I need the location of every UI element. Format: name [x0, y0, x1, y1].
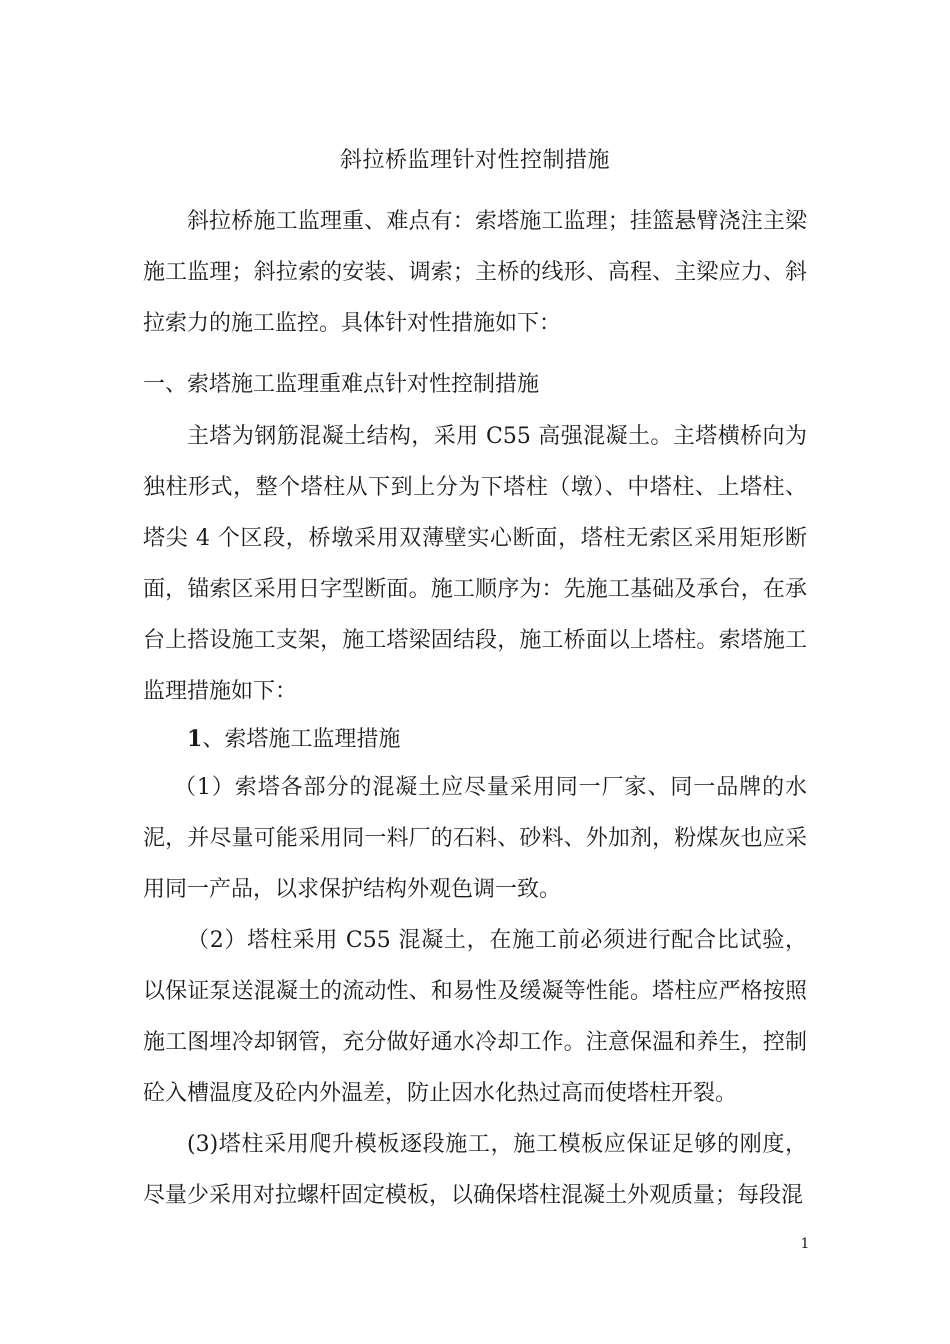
list-item: （2）塔柱采用 C55 混凝土，在施工前必须进行配合比试验，以保证泵送混凝土的流动性、和易性及缓凝等性能。塔柱应严格按照施工图埋冷却钢管，充分做好通水冷却工作。注意保温和养生，控制砼入槽温度及砼内外温差，防止因水化热过高而使塔柱开裂。	[143, 928, 807, 1106]
subsection-number: 1	[187, 726, 203, 752]
page-number: 1	[800, 1236, 810, 1252]
document-title: 斜拉桥监理针对性控制措施	[339, 148, 610, 173]
subsection-heading	[187, 724, 807, 755]
list-item: （1）索塔各部分的混凝土应尽量采用同一厂家、同一品牌的水泥，并尽量可能采用同一料厂的石料、砂料、外加剂，粉煤灰也应采用同一产品，以求保护结构外观色调一致。	[143, 775, 807, 902]
subsection-title: 、索塔施工监理措施	[202, 727, 401, 752]
section-heading: 一、索塔施工监理重难点针对性控制措施	[143, 372, 540, 397]
section-paragraph: 主塔为钢筋混凝土结构，采用 C55 高强混凝土。主塔横桥向为独柱形式，整个塔柱从下到上分为下塔柱（墩）、中塔柱、上塔柱、塔尖 4 个区段，桥墩采用双薄壁实心断面，塔柱无索区采用矩形断面，锚索区采用日字型断面。施工顺序为：先施工基础及承台，在承台上搭设施工支架，施工塔梁固结段，施工桥面以上塔柱。索塔施工监理措施如下：	[143, 424, 807, 704]
list-item: (3)塔柱采用爬升模板逐段施工，施工模板应保证足够的刚度，尽量少采用对拉螺杆固定模板，以确保塔柱混凝土外观质量；每段混	[143, 1132, 807, 1208]
intro-paragraph: 斜拉桥施工监理重、难点有：索塔施工监理；挂篮悬臂浇注主梁施工监理；斜拉索的安装、调索；主桥的线形、高程、主梁应力、斜拉索力的施工监控。具体针对性措施如下：	[143, 209, 807, 336]
